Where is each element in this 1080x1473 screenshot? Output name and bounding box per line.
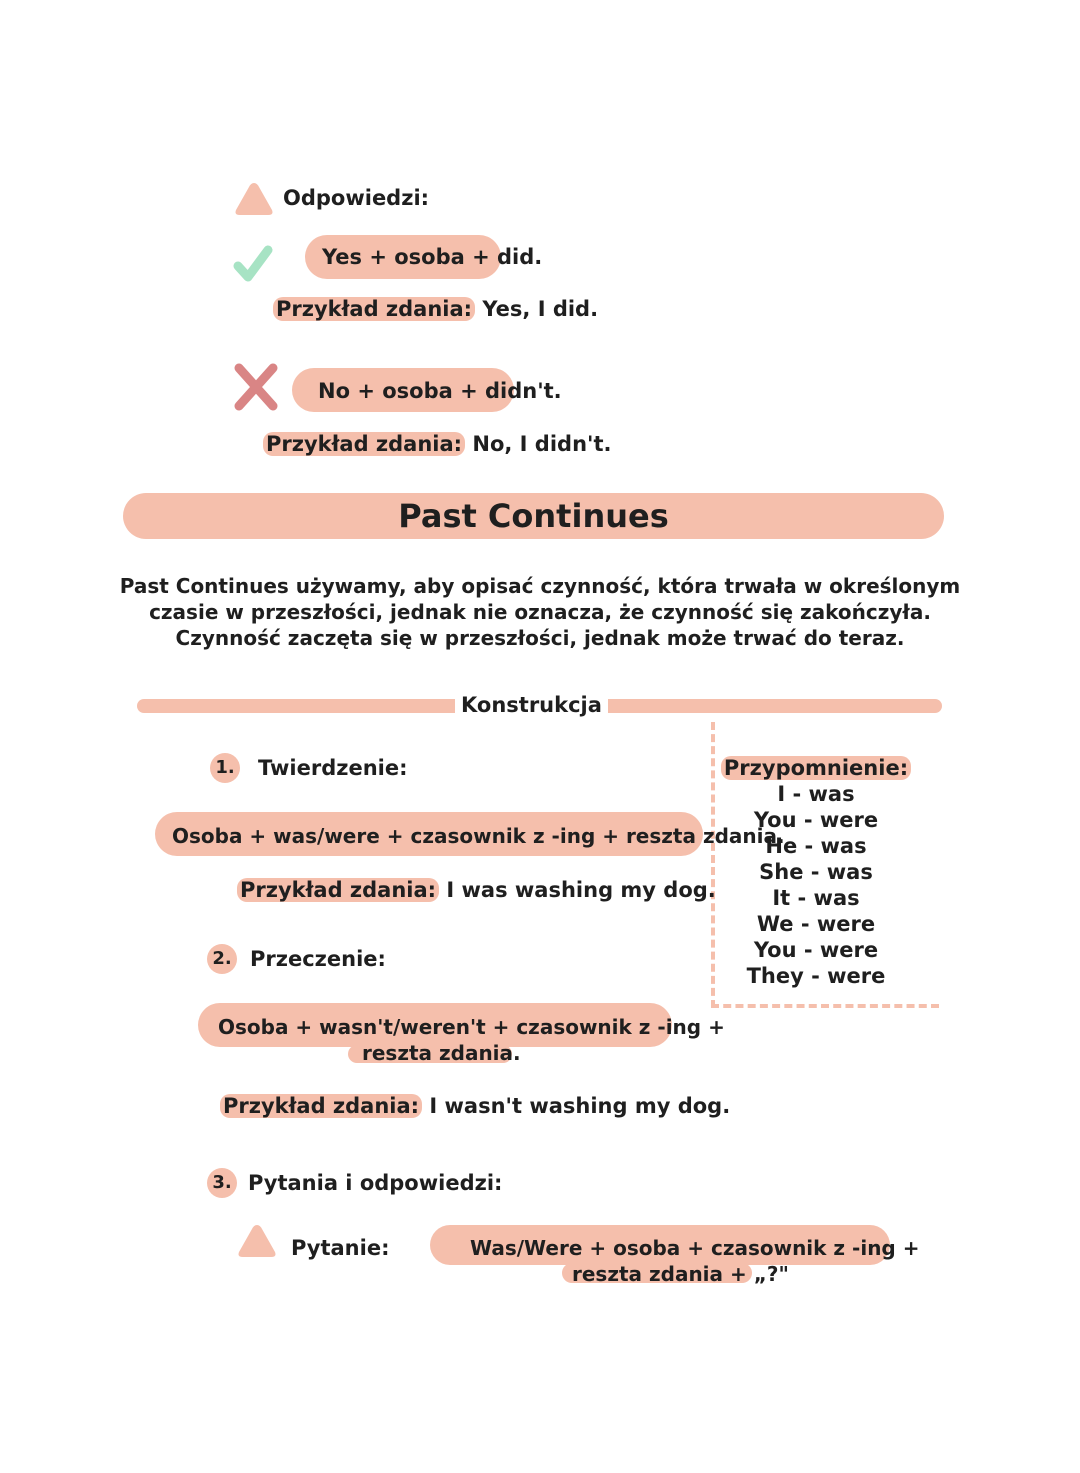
affirmative-label: Twierdzenie: xyxy=(258,756,408,780)
negative-label: Przeczenie: xyxy=(250,947,386,971)
description-line-1: Past Continues używamy, aby opisać czynność, która trwała w określonym xyxy=(119,574,961,598)
example-text: Yes, I did. xyxy=(475,297,599,321)
list-item: They - were xyxy=(746,964,886,988)
example-text: I wasn't washing my dog. xyxy=(422,1094,731,1118)
yes-example xyxy=(273,297,598,321)
example-label: Przykład zdania: xyxy=(220,1094,422,1118)
affirmative-example xyxy=(237,878,716,902)
answers-heading: Odpowiedzi: xyxy=(283,186,430,210)
affirmative-formula: Osoba + was/were + czasownik z -ing + reszta zdania. xyxy=(172,824,785,848)
negative-formula-line-2: reszta zdania. xyxy=(362,1041,521,1065)
description-line-3: Czynność zaczęta się w przeszłości, jednak może trwać do teraz. xyxy=(175,626,905,650)
example-label: Przykład zdania: xyxy=(273,297,475,321)
description-line-2: czasie w przeszłości, jednak nie oznacza, że czynność się zakończyła. xyxy=(149,600,931,624)
list-item: We - were xyxy=(756,912,876,936)
step-number-2: 2. xyxy=(207,944,237,974)
no-formula: No + osoba + didn't. xyxy=(318,379,562,403)
triangle-icon xyxy=(236,1222,278,1260)
question-label: Pytanie: xyxy=(291,1236,390,1260)
reminder-list xyxy=(718,782,914,990)
example-text: No, I didn't. xyxy=(465,432,612,456)
list-item: You - were xyxy=(753,938,879,962)
question-formula-line-1: Was/Were + osoba + czasownik z -ing + xyxy=(470,1236,920,1260)
negative-example xyxy=(220,1094,730,1118)
section-title: Past Continues xyxy=(398,497,669,535)
list-item: I - was xyxy=(777,782,855,806)
questions-label: Pytania i odpowiedzi: xyxy=(248,1171,503,1195)
list-item: It - was xyxy=(772,886,860,910)
no-example xyxy=(263,432,611,456)
list-item: She - was xyxy=(759,860,873,884)
example-label: Przykład zdania: xyxy=(263,432,465,456)
list-item: You - were xyxy=(753,808,879,832)
construction-label: Konstrukcja xyxy=(455,693,608,717)
list-item: He - was xyxy=(765,834,867,858)
example-text: I was washing my dog. xyxy=(439,878,716,902)
triangle-icon xyxy=(233,180,275,218)
reminder-title xyxy=(718,756,914,780)
step-number-1: 1. xyxy=(210,753,240,783)
reminder-title-text: Przypomnienie: xyxy=(721,756,911,780)
step-number-3: 3. xyxy=(207,1168,237,1198)
cross-icon xyxy=(233,363,279,411)
checkmark-icon xyxy=(233,244,273,284)
question-formula-line-2: reszta zdania + „?" xyxy=(572,1262,789,1286)
negative-formula-line-1: Osoba + wasn't/weren't + czasownik z -ing + xyxy=(218,1015,725,1039)
example-label: Przykład zdania: xyxy=(237,878,439,902)
yes-formula: Yes + osoba + did. xyxy=(322,245,543,269)
